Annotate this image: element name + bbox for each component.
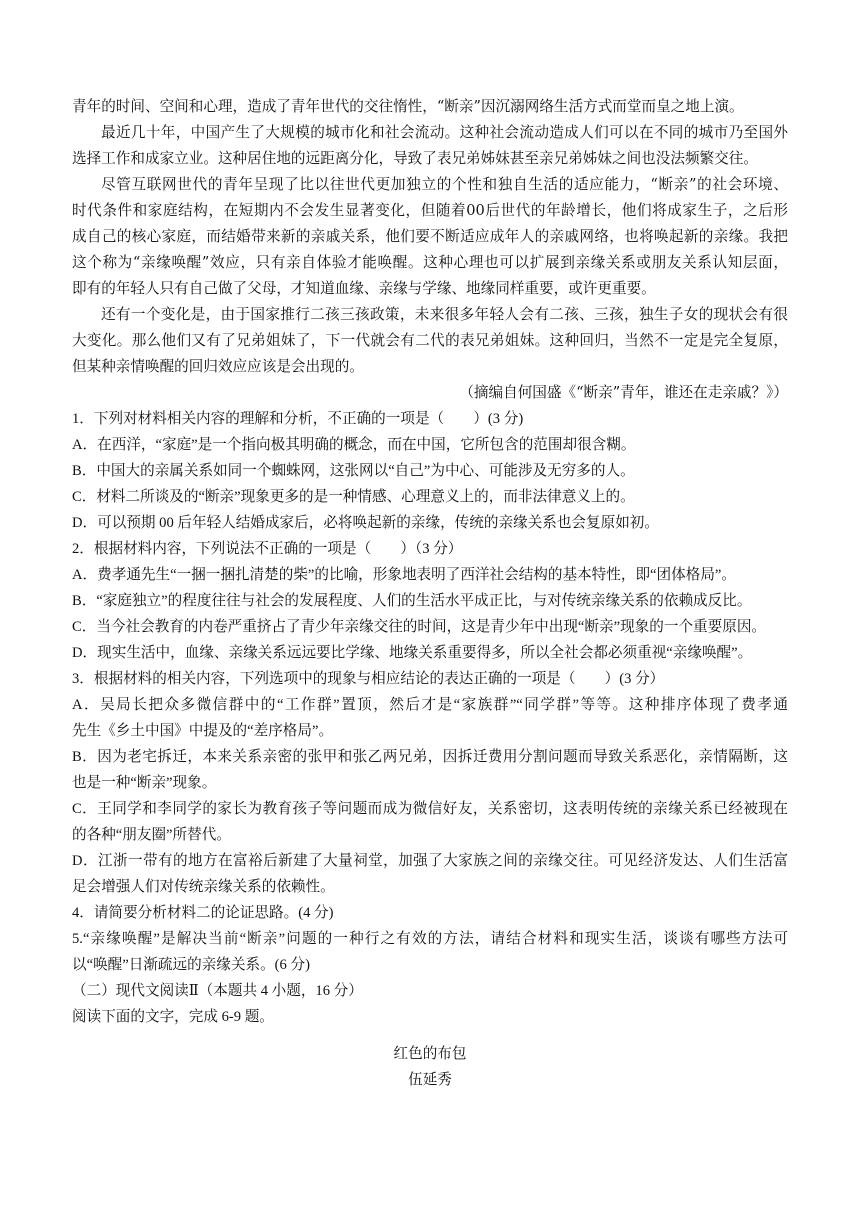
passage-line: 即有的年轻人只有自己做了父母，才知道血缘、亲缘与学缘、地缘同样重要，或许更重要。 [72, 280, 656, 297]
section-instruction: 阅读下面的文字，完成 6-9 题。 [72, 1009, 274, 1025]
question-option: B．因为老宅拆迁，本来关系亲密的张甲和张乙两兄弟，因拆迁费用分割问题而导致关系恶化，亲情隔断，这 [72, 749, 788, 765]
question-option: D．现实生活中，血缘、亲缘关系远远要比学缘、地缘关系重要得多，所以全社会都必须重视“亲缘唤醒”。 [72, 645, 753, 661]
question-option: C．当今社会教育的内卷严重挤占了青少年亲缘交往的时间，这是青少年中出现“断亲”现象的一个重要原因。 [72, 619, 767, 635]
story-title: 红色的布包 [393, 1045, 467, 1062]
question-stem: 4．请简要分析材料二的论证思路。(4 分) [72, 905, 334, 921]
question-option-cont: 也是一种“断亲”现象。 [72, 775, 217, 791]
question-option: B．中国大的亲属关系如同一个蜘蛛网，这张网以“自己”为中心、可能涉及无穷多的人。 [72, 463, 635, 479]
question-option: D．江浙一带有的地方在富裕后新建了大量祠堂，加强了大家族之间的亲缘交往。可见经济发达、人们生活富 [72, 853, 788, 869]
passage-line: 时代条件和家庭结构，在短期内不会发生显著变化，但随着00后世代的年龄增长，他们将成家生子，之后形 [72, 202, 788, 219]
question-option: D．可以预期 00 后年轻人结婚成家后，必将唤起新的亲缘，传统的亲缘关系也会复原如初。 [72, 515, 659, 531]
passage-line: 还有一个变化是，由于国家推行二孩三孩政策，未来很多年轻人会有二孩、三孩，独生子女的现状会有很 [101, 306, 788, 323]
question-option: A．吴局长把众多微信群中的“工作群”置顶，然后才是“家族群”“同学群”等等。这种排序体现了费孝通 [72, 697, 788, 713]
story-author: 伍延秀 [408, 1071, 452, 1088]
passage-line: 尽管互联网世代的青年呈现了比以往世代更加独立的个性和独自生活的适应能力，“断亲”的社会环境、 [101, 176, 788, 193]
passage-line: 但某种亲情唤醒的回归效应应该是会出现的。 [72, 358, 364, 375]
question-option: A．在西洋，“家庭”是一个指向极其明确的概念，而在中国，它所包含的范围却很含糊。 [72, 437, 636, 453]
question-option: A．费孝通先生“一捆一捆扎清楚的柴”的比喻，形象地表明了西洋社会结构的基本特性，即“团体格局”。 [72, 567, 736, 583]
passage-line: 选择工作和成家立业。这种居住地的远距离分化，导致了表兄弟姊妹甚至亲兄弟姊妹之间也没法频繁交往。 [72, 150, 758, 167]
passage-line: 大变化。那么他们又有了兄弟姐妹了，下一代就会有二代的表兄弟姐妹。这种回归，当然不一定是完全复原， [72, 332, 788, 349]
question-stem-cont: 以“唤醒”日渐疏远的亲缘关系。(6 分) [72, 957, 310, 973]
question-option-cont: 足会增强人们对传统亲缘关系的依赖性。 [72, 879, 335, 895]
question-stem: 2．根据材料内容，下列说法不正确的一项是（ ）（3 分） [72, 541, 463, 557]
question-stem: 3．根据材料的相关内容，下列选项中的现象与相应结论的表达正确的一项是（ ）(3 分） [72, 671, 665, 687]
question-option: C．材料二所谈及的“断亲”现象更多的是一种情感、心理意义上的，而非法律意义上的。 [72, 489, 635, 505]
passage-line: 这个称为“亲缘唤醒”效应，只有亲自体验才能唤醒。这种心理也可以扩展到亲缘关系或朋友关系认知层面， [72, 254, 788, 271]
section-heading: （二）现代文阅读Ⅱ（本题共 4 小题，16 分） [72, 983, 363, 999]
question-option-cont: 先生《乡土中国》中提及的“差序格局”。 [72, 723, 334, 739]
passage-line: 青年的时间、空间和心理，造成了青年世代的交往惰性，“断亲”因沉溺网络生活方式而堂而皇之地上演。 [72, 98, 744, 115]
passage-line: 最近几十年，中国产生了大规模的城市化和社会流动。这种社会流动造成人们可以在不同的城市乃至国外 [101, 124, 788, 141]
question-option-cont: 的各种“朋友圈”所替代。 [72, 827, 231, 843]
passage-source: （摘编自何国盛《“断亲”青年，谁还在走亲戚？》） [459, 384, 788, 401]
question-stem: 5.“亲缘唤醒”是解决当前“断亲”问题的一种行之有效的方法，请结合材料和现实生活，谈谈有哪些方法可 [72, 931, 788, 947]
passage-line: 成自己的核心家庭，而结婚带来新的亲戚关系，他们要不断适应成年人的亲戚网络，也将唤起新的亲缘。我把 [72, 228, 788, 245]
question-stem: 1．下列对材料相关内容的理解和分析，不正确的一项是（ ）(3 分) [72, 411, 524, 427]
question-option: B．“家庭独立”的程度往往与社会的发展程度、人们的生活水平成正比，与对传统亲缘关系的依赖成反比。 [72, 593, 752, 609]
question-option: C．王同学和李同学的家长为教育孩子等问题而成为微信好友，关系密切，这表明传统的亲缘关系已经被现在 [72, 801, 788, 817]
